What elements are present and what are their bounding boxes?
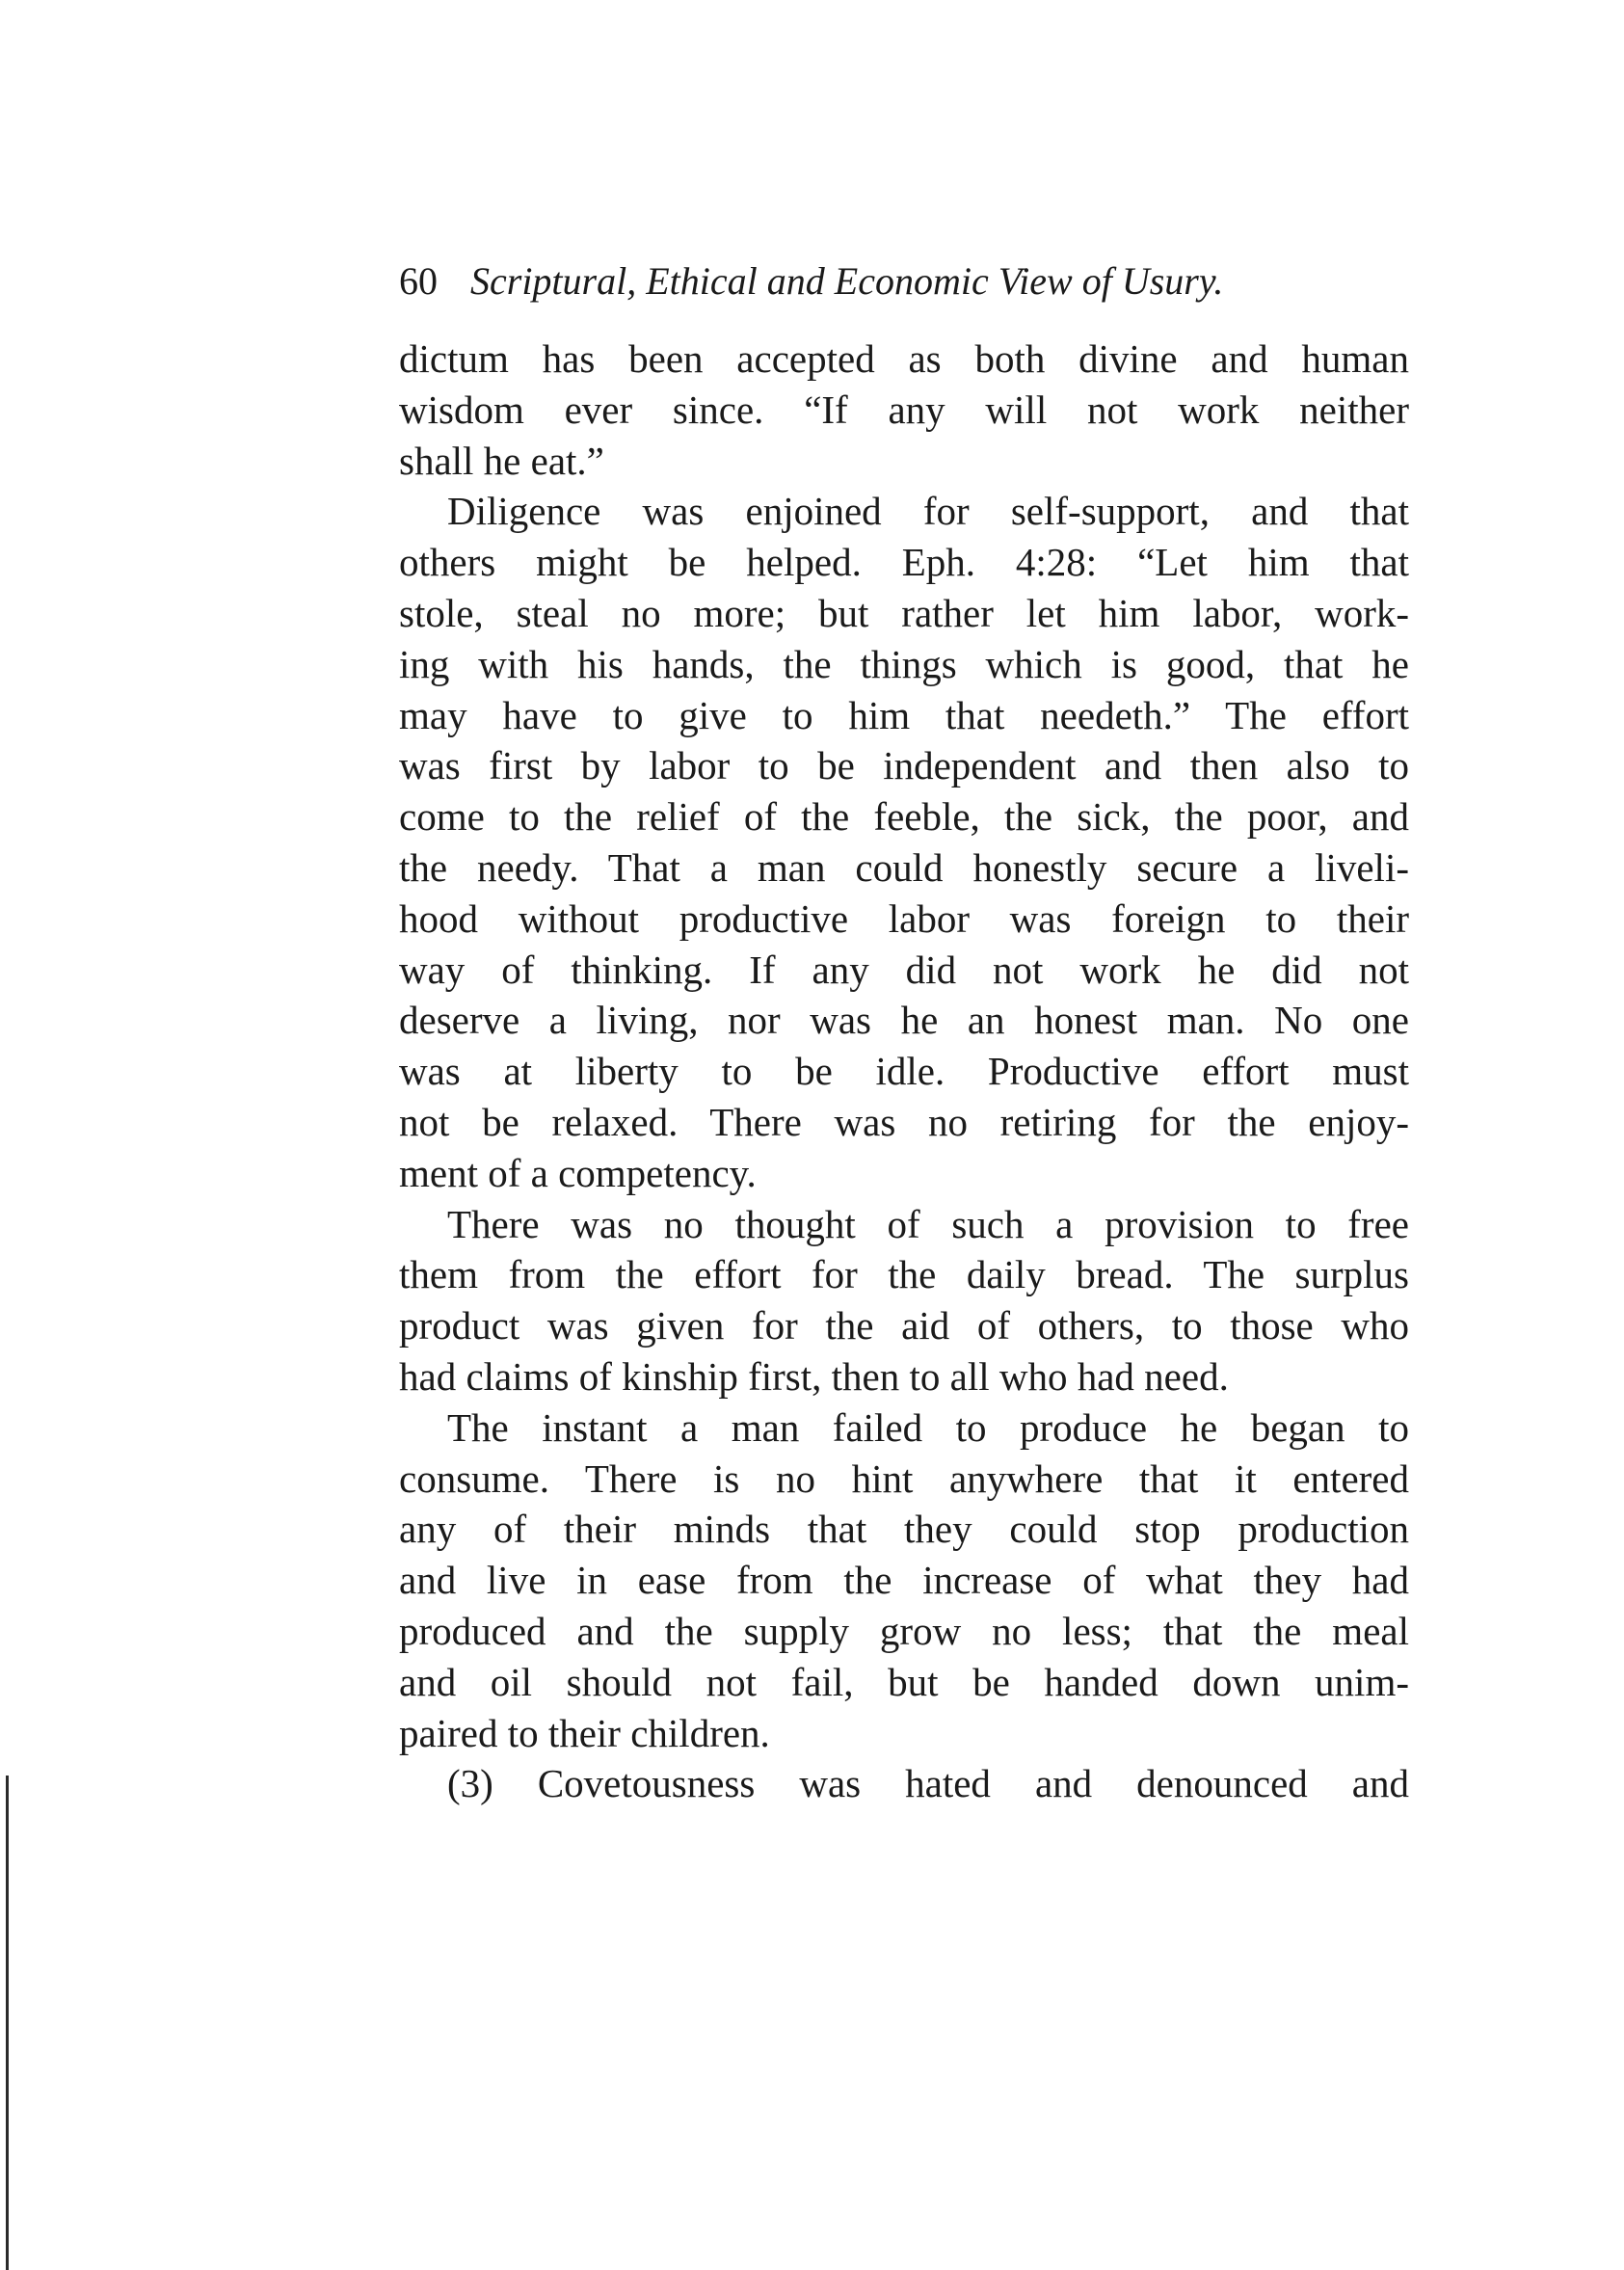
page-number: 60 [399,259,438,303]
text-line: (3) Covetousness was hated and denounced and [447,1761,1409,1806]
running-title: Scriptural, Ethical and Economic View of Usury. [470,259,1224,303]
text-line: had claims of kinship first, then to all who had need. [399,1353,1229,1399]
text-line: consume. There is no hint anywhere that it entered [399,1455,1409,1501]
text-line: hood without productive labor was foreign to their [399,895,1409,941]
text-line: ing with his hands, the things which is good, that he [399,641,1409,686]
text-line: paired to their children. [399,1710,770,1755]
text-line: was first by labor to be independent and then also to [399,743,1409,788]
text-line: and live in ease from the increase of what they had [399,1558,1409,1603]
text-line: ment of a competency. [399,1150,757,1195]
text-line: product was given for the aid of others, to those who [399,1303,1409,1349]
paragraph [399,1402,1409,1759]
text-line: wisdom ever since. “If any will not work neither [399,387,1409,432]
text-line: come to the relief of the feeble, the sick, the poor, and [399,794,1409,840]
text-line: deserve a living, nor was he an honest man. No one [399,998,1409,1043]
paragraph [399,486,1409,1198]
text-line: and oil should not fail, but be handed down unim- [399,1659,1409,1704]
text-line: any of their minds that they could stop production [399,1507,1409,1552]
paragraph [399,1758,1409,1809]
text-line: not be relaxed. There was no retiring for the enjoy- [399,1099,1409,1144]
scan-edge-line [6,1776,9,2270]
text-line: There was no thought of such a provision to free [447,1201,1409,1246]
text-line: others might be helped. Eph. 4:28: “Let him that [399,540,1409,585]
book-page [399,258,1409,1809]
paragraph [399,334,1409,486]
paragraph [399,1199,1409,1402]
text-line: Diligence was enjoined for self-support, and that [447,489,1409,534]
text-line: produced and the supply grow no less; that the meal [399,1608,1409,1653]
text-line: way of thinking. If any did not work he did not [399,947,1409,992]
text-line: was at liberty to be idle. Productive effort must [399,1049,1409,1094]
text-line: stole, steal no more; but rather let him labor, work- [399,590,1409,635]
text-line: the needy. That a man could honestly secure a liveli- [399,844,1409,890]
text-line: them from the effort for the daily bread. The surplus [399,1252,1409,1297]
body-text [399,334,1409,1809]
running-head [399,258,1409,305]
text-line: The instant a man failed to produce he began to [447,1404,1409,1450]
text-line: may have to give to him that needeth.” The effort [399,692,1409,737]
text-line: shall he eat.” [399,438,604,483]
text-line: dictum has been accepted as both divine and human [399,336,1409,381]
